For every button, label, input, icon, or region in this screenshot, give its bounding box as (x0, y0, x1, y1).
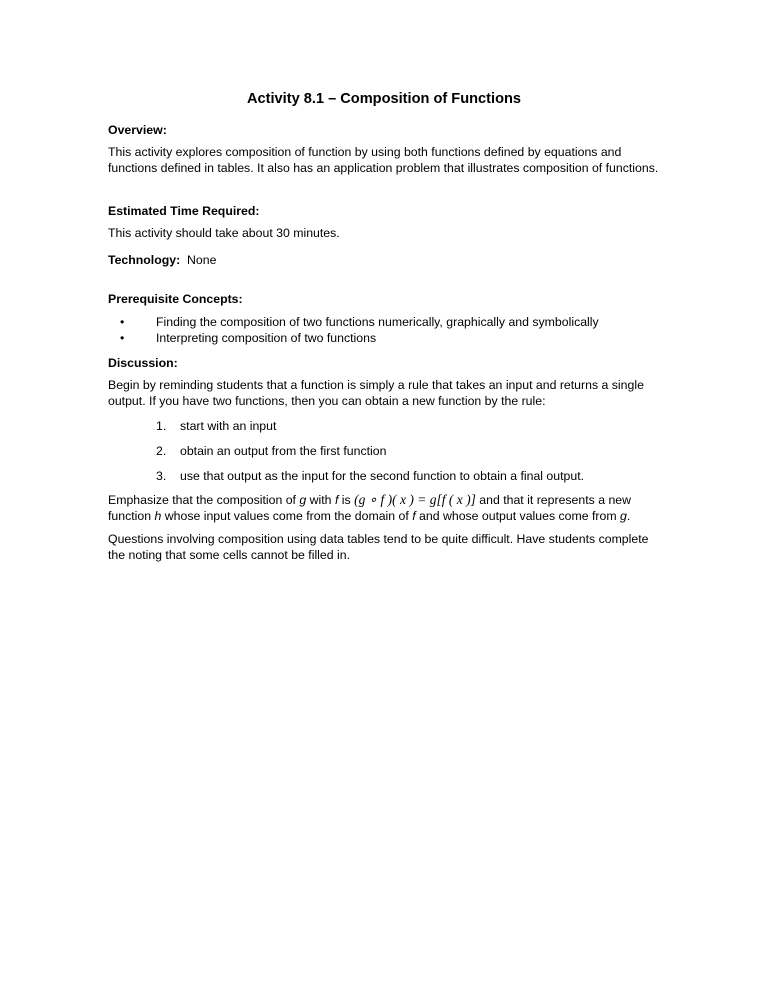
text-span: Emphasize that the composition of (108, 493, 300, 507)
text-span: and that it represents a new function (108, 493, 632, 523)
step-number: 1. (156, 419, 167, 433)
text-span: . (626, 509, 631, 523)
list-item (108, 468, 668, 484)
time-section (108, 203, 668, 241)
step-text: obtain an output from the first function (180, 444, 387, 458)
list-item (108, 314, 668, 330)
list-item (108, 443, 668, 459)
var-h: h (154, 509, 162, 523)
technology-heading: Technology: (108, 253, 181, 267)
text-span: and whose output values come from (415, 509, 621, 523)
composition-paragraph (108, 492, 668, 524)
page-title: Activity 8.1 – Composition of Functions (246, 91, 522, 107)
time-heading: Estimated Time Required: (108, 204, 260, 218)
discussion-intro: Begin by reminding students that a function is simply a rule that takes an input and returns a single output. If you have two functions, then you can obtain a new function by the rule: (108, 378, 644, 408)
step-text: use that output as the input for the second function to obtain a final output. (180, 469, 585, 483)
bullet-icon: • (120, 315, 125, 329)
discussion-heading: Discussion: (108, 356, 178, 370)
prereq-heading: Prerequisite Concepts: (108, 292, 243, 306)
prereq-item-text: Interpreting composition of two functions (156, 331, 377, 345)
overview-section (108, 122, 668, 176)
technology-value: None (187, 253, 217, 267)
overview-text: This activity explores composition of function by using both functions defined by equations and functions defined in tables. It also has an application problem that illustrates composition of functions. (108, 145, 659, 175)
text-span: is (338, 493, 355, 507)
time-text: This activity should take about 30 minutes. (108, 226, 340, 240)
step-text: start with an input (180, 419, 277, 433)
overview-heading: Overview: (108, 123, 167, 137)
step-number: 2. (156, 444, 167, 458)
step-number: 3. (156, 469, 167, 483)
prereq-list (108, 314, 668, 346)
text-span: with (306, 493, 335, 507)
discussion-section (108, 355, 668, 563)
list-item (108, 418, 668, 434)
var-g: g (299, 493, 307, 507)
prereq-item-text: Finding the composition of two functions numerically, graphically and symbolically (156, 315, 599, 329)
discussion-closing: Questions involving composition using data tables tend to be quite difficult. Have students complete the noting that some cells cannot be filled in. (108, 532, 649, 562)
bullet-icon: • (120, 331, 125, 345)
prereq-section (108, 291, 668, 346)
var-f: f (412, 509, 416, 523)
text-span: whose input values come from the domain of (161, 509, 413, 523)
technology-section (108, 252, 668, 268)
var-g: g (620, 509, 627, 523)
list-item (108, 330, 668, 346)
discussion-steps (108, 418, 668, 484)
composition-formula: (g ∘ f )( x ) = g[f ( x )] (354, 492, 476, 507)
technology-line (108, 252, 668, 268)
var-f: f (334, 493, 339, 507)
